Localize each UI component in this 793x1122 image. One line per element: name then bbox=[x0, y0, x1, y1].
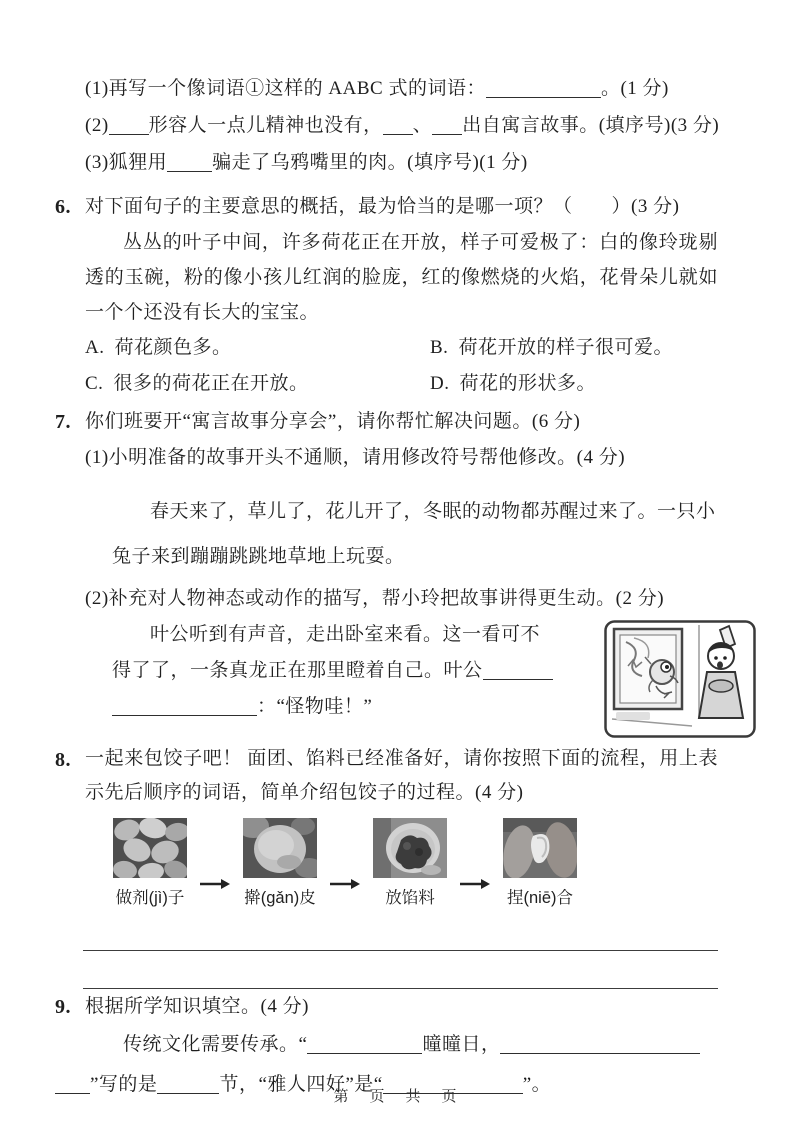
option-d-label: D. bbox=[430, 373, 450, 394]
answer-blank bbox=[500, 1036, 700, 1054]
exam-content bbox=[55, 70, 718, 1105]
answer-blank bbox=[432, 117, 462, 135]
sub-question-3-text: (3)狐狸用 bbox=[85, 152, 168, 173]
question-7 bbox=[55, 404, 718, 742]
question-9-text: ”写的是 bbox=[90, 1074, 158, 1095]
step-caption: 擀(gǎn)皮 bbox=[244, 889, 316, 907]
question-7-part2-prompt: (2)补充对人物神态或动作的描写，帮小玲把故事讲得更生动。(2 分) bbox=[85, 588, 665, 609]
step-add-filling bbox=[373, 818, 447, 909]
sub-question-1-text: (1)再写一个像词语①这样的 AABC 式的词语： bbox=[85, 78, 486, 99]
sub-question-3-suffix: 骗走了乌鸦嘴里的肉。(填序号)(1 分) bbox=[212, 152, 528, 173]
question-5-parts bbox=[85, 70, 718, 181]
step-caption: 做剂(jì)子 bbox=[115, 889, 185, 907]
arrow-right-icon bbox=[330, 866, 360, 903]
question-6-options bbox=[85, 330, 718, 402]
question-7-part2-story bbox=[112, 617, 718, 742]
question-7-number: 7. bbox=[55, 411, 71, 433]
answer-line bbox=[83, 913, 718, 951]
pinching-dumpling-photo bbox=[503, 818, 577, 878]
question-9-text: 传统文化需要传承。“ bbox=[123, 1034, 308, 1055]
question-9-line-1 bbox=[85, 1025, 718, 1065]
question-8-stem: 一起来包饺子吧！ 面团、馅料已经准备好，请你按照下面的流程，用上表示先后顺序的词语，简单介绍包饺子的过程。(4 分) bbox=[85, 748, 718, 803]
option-a-text: 荷花颜色多。 bbox=[114, 337, 232, 358]
question-6-stem: 对下面句子的主要意思的概括，最为恰当的是哪一项？（ ）(3 分) bbox=[85, 196, 680, 217]
question-8 bbox=[55, 742, 718, 989]
question-9-text: 节，“雅人四好”是“ bbox=[219, 1074, 383, 1095]
step-caption: 捏(niē)合 bbox=[506, 889, 573, 907]
question-7-part2-story-quote: ：“怪物哇！” bbox=[257, 696, 373, 717]
option-d bbox=[430, 366, 718, 402]
option-b bbox=[430, 330, 718, 366]
option-a bbox=[85, 330, 430, 366]
arrow-right-icon bbox=[200, 866, 230, 903]
page-footer: 第 页 共 页 bbox=[333, 1089, 460, 1105]
option-d-text: 荷花的形状多。 bbox=[459, 373, 596, 394]
answer-blank bbox=[383, 117, 413, 135]
option-a-label: A. bbox=[85, 337, 105, 358]
answer-blank bbox=[109, 117, 149, 135]
sub-question-2-suffix: 出自寓言故事。(填序号)(3 分) bbox=[462, 115, 720, 136]
answer-blank bbox=[486, 80, 601, 98]
step-make-dough-pieces bbox=[113, 818, 187, 909]
question-9-stem: 根据所学知识填空。(4 分) bbox=[85, 996, 309, 1017]
question-7-part2-story-text: 叶公听到有声音，走出卧室来看。这一看可不得了了，一条真龙正在那里瞪着自己。叶公 bbox=[112, 624, 541, 681]
sub-question-1 bbox=[85, 70, 718, 107]
rolling-wrapper-photo bbox=[243, 818, 317, 878]
question-7-stem: 你们班要开“寓言故事分享会”，请你帮忙解决问题。(6 分) bbox=[85, 411, 581, 432]
arrow-right-icon bbox=[460, 866, 490, 903]
answer-blank bbox=[112, 698, 257, 716]
question-6-number: 6. bbox=[55, 196, 71, 218]
option-b-text: 荷花开放的样子很可爱。 bbox=[458, 337, 673, 358]
sub-question-2-text: 形容人一点儿精神也没有， bbox=[148, 115, 383, 136]
sub-question-1-suffix: 。(1 分) bbox=[600, 78, 669, 99]
option-c-label: C. bbox=[85, 373, 104, 394]
answer-blank bbox=[307, 1036, 422, 1054]
dumpling-steps-flow bbox=[113, 818, 718, 909]
question-7-part1-prompt: (1)小明准备的故事开头不通顺，请用修改符号帮他修改。(4 分) bbox=[85, 447, 626, 468]
option-b-label: B. bbox=[430, 337, 449, 358]
adding-filling-photo bbox=[373, 818, 447, 878]
question-7-part1-story: 春天来了，草儿了，花儿开了，冬眠的动物都苏醒过来了。一只小兔子来到蹦蹦跳跳地草地上玩耍。 bbox=[112, 501, 716, 567]
answer-blank bbox=[167, 154, 212, 172]
option-c-text: 很多的荷花正在开放。 bbox=[113, 373, 309, 394]
question-9-number: 9. bbox=[55, 996, 71, 1018]
sub-question-2-separator: 、 bbox=[412, 115, 433, 136]
sub-question-2 bbox=[85, 107, 718, 144]
answer-blank bbox=[483, 662, 553, 680]
step-pinch-close bbox=[503, 818, 577, 909]
answer-line bbox=[83, 951, 718, 989]
sub-question-2-label: (2) bbox=[85, 115, 109, 136]
step-roll-wrapper bbox=[243, 818, 317, 909]
dough-pieces-photo bbox=[113, 818, 187, 878]
step-caption: 放馅料 bbox=[385, 889, 435, 907]
sub-question-3 bbox=[85, 144, 718, 181]
ye-gong-dragon-illustration bbox=[566, 620, 718, 738]
question-6-passage: 丛丛的叶子中间，许多荷花正在开放，样子可爱极了：白的像玲珑剔透的玉碗，粉的像小孩儿红润的脸庞，红的像燃烧的火焰，花骨朵儿就如一个个还没有长大的宝宝。 bbox=[85, 232, 718, 323]
question-8-number: 8. bbox=[55, 749, 71, 771]
option-c bbox=[85, 366, 430, 402]
question-9-text: ”。 bbox=[522, 1074, 552, 1095]
question-6 bbox=[55, 189, 718, 402]
question-9-text: 曈曈日， bbox=[422, 1034, 501, 1055]
